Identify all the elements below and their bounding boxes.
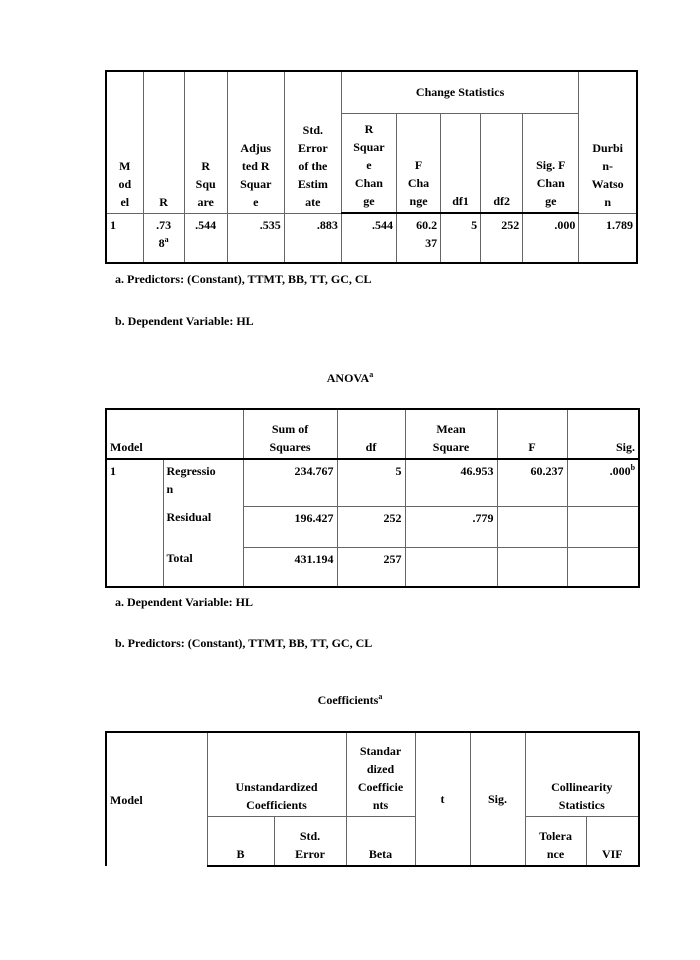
header-r: R xyxy=(143,71,184,213)
coefficients-title-text: Coefficients xyxy=(317,693,379,707)
header-sig: Sig. xyxy=(567,409,639,459)
model-summary-note-a: a. Predictors: (Constant), TTMT, BB, TT, GC, CL xyxy=(115,272,372,286)
cell-sig-f-change: .000 xyxy=(523,213,579,263)
cell-label: Total xyxy=(163,547,243,587)
header-f: F xyxy=(497,409,567,459)
header-model: Model xyxy=(106,732,207,866)
cell-sum-of-squares: 196.427 xyxy=(243,506,337,547)
cell-sig xyxy=(567,459,639,506)
cell-f xyxy=(497,547,567,587)
header-mean-square: Mean Square xyxy=(405,409,497,459)
header-df1: df1 xyxy=(441,113,481,213)
cell-df: 5 xyxy=(337,459,405,506)
header-t: t xyxy=(415,732,470,866)
cell-sig xyxy=(567,506,639,547)
header-sig-f-change: Sig. F Chan ge xyxy=(523,113,579,213)
cell-f-change: 60.2 37 xyxy=(396,213,440,263)
header-model: M od el xyxy=(106,71,143,213)
cell-label: Residual xyxy=(163,506,243,547)
anova-table xyxy=(105,408,640,588)
cell-sum-of-squares: 234.767 xyxy=(243,459,337,506)
cell-df2: 252 xyxy=(481,213,523,263)
header-model: Model xyxy=(106,409,243,459)
footnote-marker: a xyxy=(378,692,383,701)
model-summary-table xyxy=(105,70,638,264)
header-tolerance: Tolera nce xyxy=(525,816,586,866)
cell-df: 252 xyxy=(337,506,405,547)
cell-sig xyxy=(567,547,639,587)
table-row xyxy=(106,547,639,587)
cell-mean-square: 46.953 xyxy=(405,459,497,506)
header-durbin-watson: Durbi n- Watso n xyxy=(579,71,637,213)
header-std-error: Std. Error xyxy=(274,816,346,866)
cell-std-error: .883 xyxy=(284,213,341,263)
cell-df: 257 xyxy=(337,547,405,587)
cell-r-value: .73 8 xyxy=(156,217,172,250)
cell-model: 1 xyxy=(106,459,163,587)
header-sum-of-squares: Sum of Squares xyxy=(243,409,337,459)
anova-note-b: b. Predictors: (Constant), TTMT, BB, TT, GC, CL xyxy=(115,636,373,650)
header-adjusted-r-square: Adjus ted R Squar e xyxy=(227,71,284,213)
model-summary-note-b: b. Dependent Variable: HL xyxy=(115,314,254,328)
header-df2: df2 xyxy=(481,113,523,213)
header-r-square-change: R Squar e Chan ge xyxy=(341,113,396,213)
cell-f: 60.237 xyxy=(497,459,567,506)
anova-note-a: a. Dependent Variable: HL xyxy=(115,595,254,609)
table-row xyxy=(106,459,639,506)
cell-f xyxy=(497,506,567,547)
cell-df1: 5 xyxy=(441,213,481,263)
header-b: B xyxy=(207,816,274,866)
cell-sum-of-squares: 431.194 xyxy=(243,547,337,587)
cell-r xyxy=(143,213,184,263)
cell-model: 1 xyxy=(106,213,143,263)
cell-durbin-watson: 1.789 xyxy=(579,213,637,263)
cell-r-square-change: .544 xyxy=(341,213,396,263)
header-change-statistics: Change Statistics xyxy=(341,71,578,113)
anova-title xyxy=(0,371,700,385)
cell-adjusted-r-square: .535 xyxy=(227,213,284,263)
header-beta: Beta xyxy=(346,816,415,866)
cell-sig-value: .000 xyxy=(609,464,631,478)
header-df: df xyxy=(337,409,405,459)
table-row xyxy=(106,213,637,263)
table-row xyxy=(106,506,639,547)
cell-label: Regressio n xyxy=(163,459,243,506)
cell-mean-square: .779 xyxy=(405,506,497,547)
header-r-square: R Squ are xyxy=(184,71,227,213)
footnote-marker: a xyxy=(369,370,374,379)
anova-title-text: ANOVA xyxy=(326,371,370,385)
header-sig: Sig. xyxy=(470,732,525,866)
header-f-change: F Cha nge xyxy=(396,113,440,213)
header-collinearity-statistics: Collinearity Statistics xyxy=(525,732,639,816)
coefficients-table xyxy=(105,731,640,867)
header-unstandardized-coefficients: Unstandardized Coefficients xyxy=(207,732,346,816)
cell-r-square: .544 xyxy=(184,213,227,263)
footnote-marker: a xyxy=(164,234,169,244)
header-vif: VIF xyxy=(586,816,639,866)
coefficients-title xyxy=(0,693,700,707)
header-standardized-coefficients: Standar dized Coefficie nts xyxy=(346,732,415,816)
cell-mean-square xyxy=(405,547,497,587)
header-std-error: Std. Error of the Estim ate xyxy=(284,71,341,213)
footnote-marker: b xyxy=(630,463,636,472)
